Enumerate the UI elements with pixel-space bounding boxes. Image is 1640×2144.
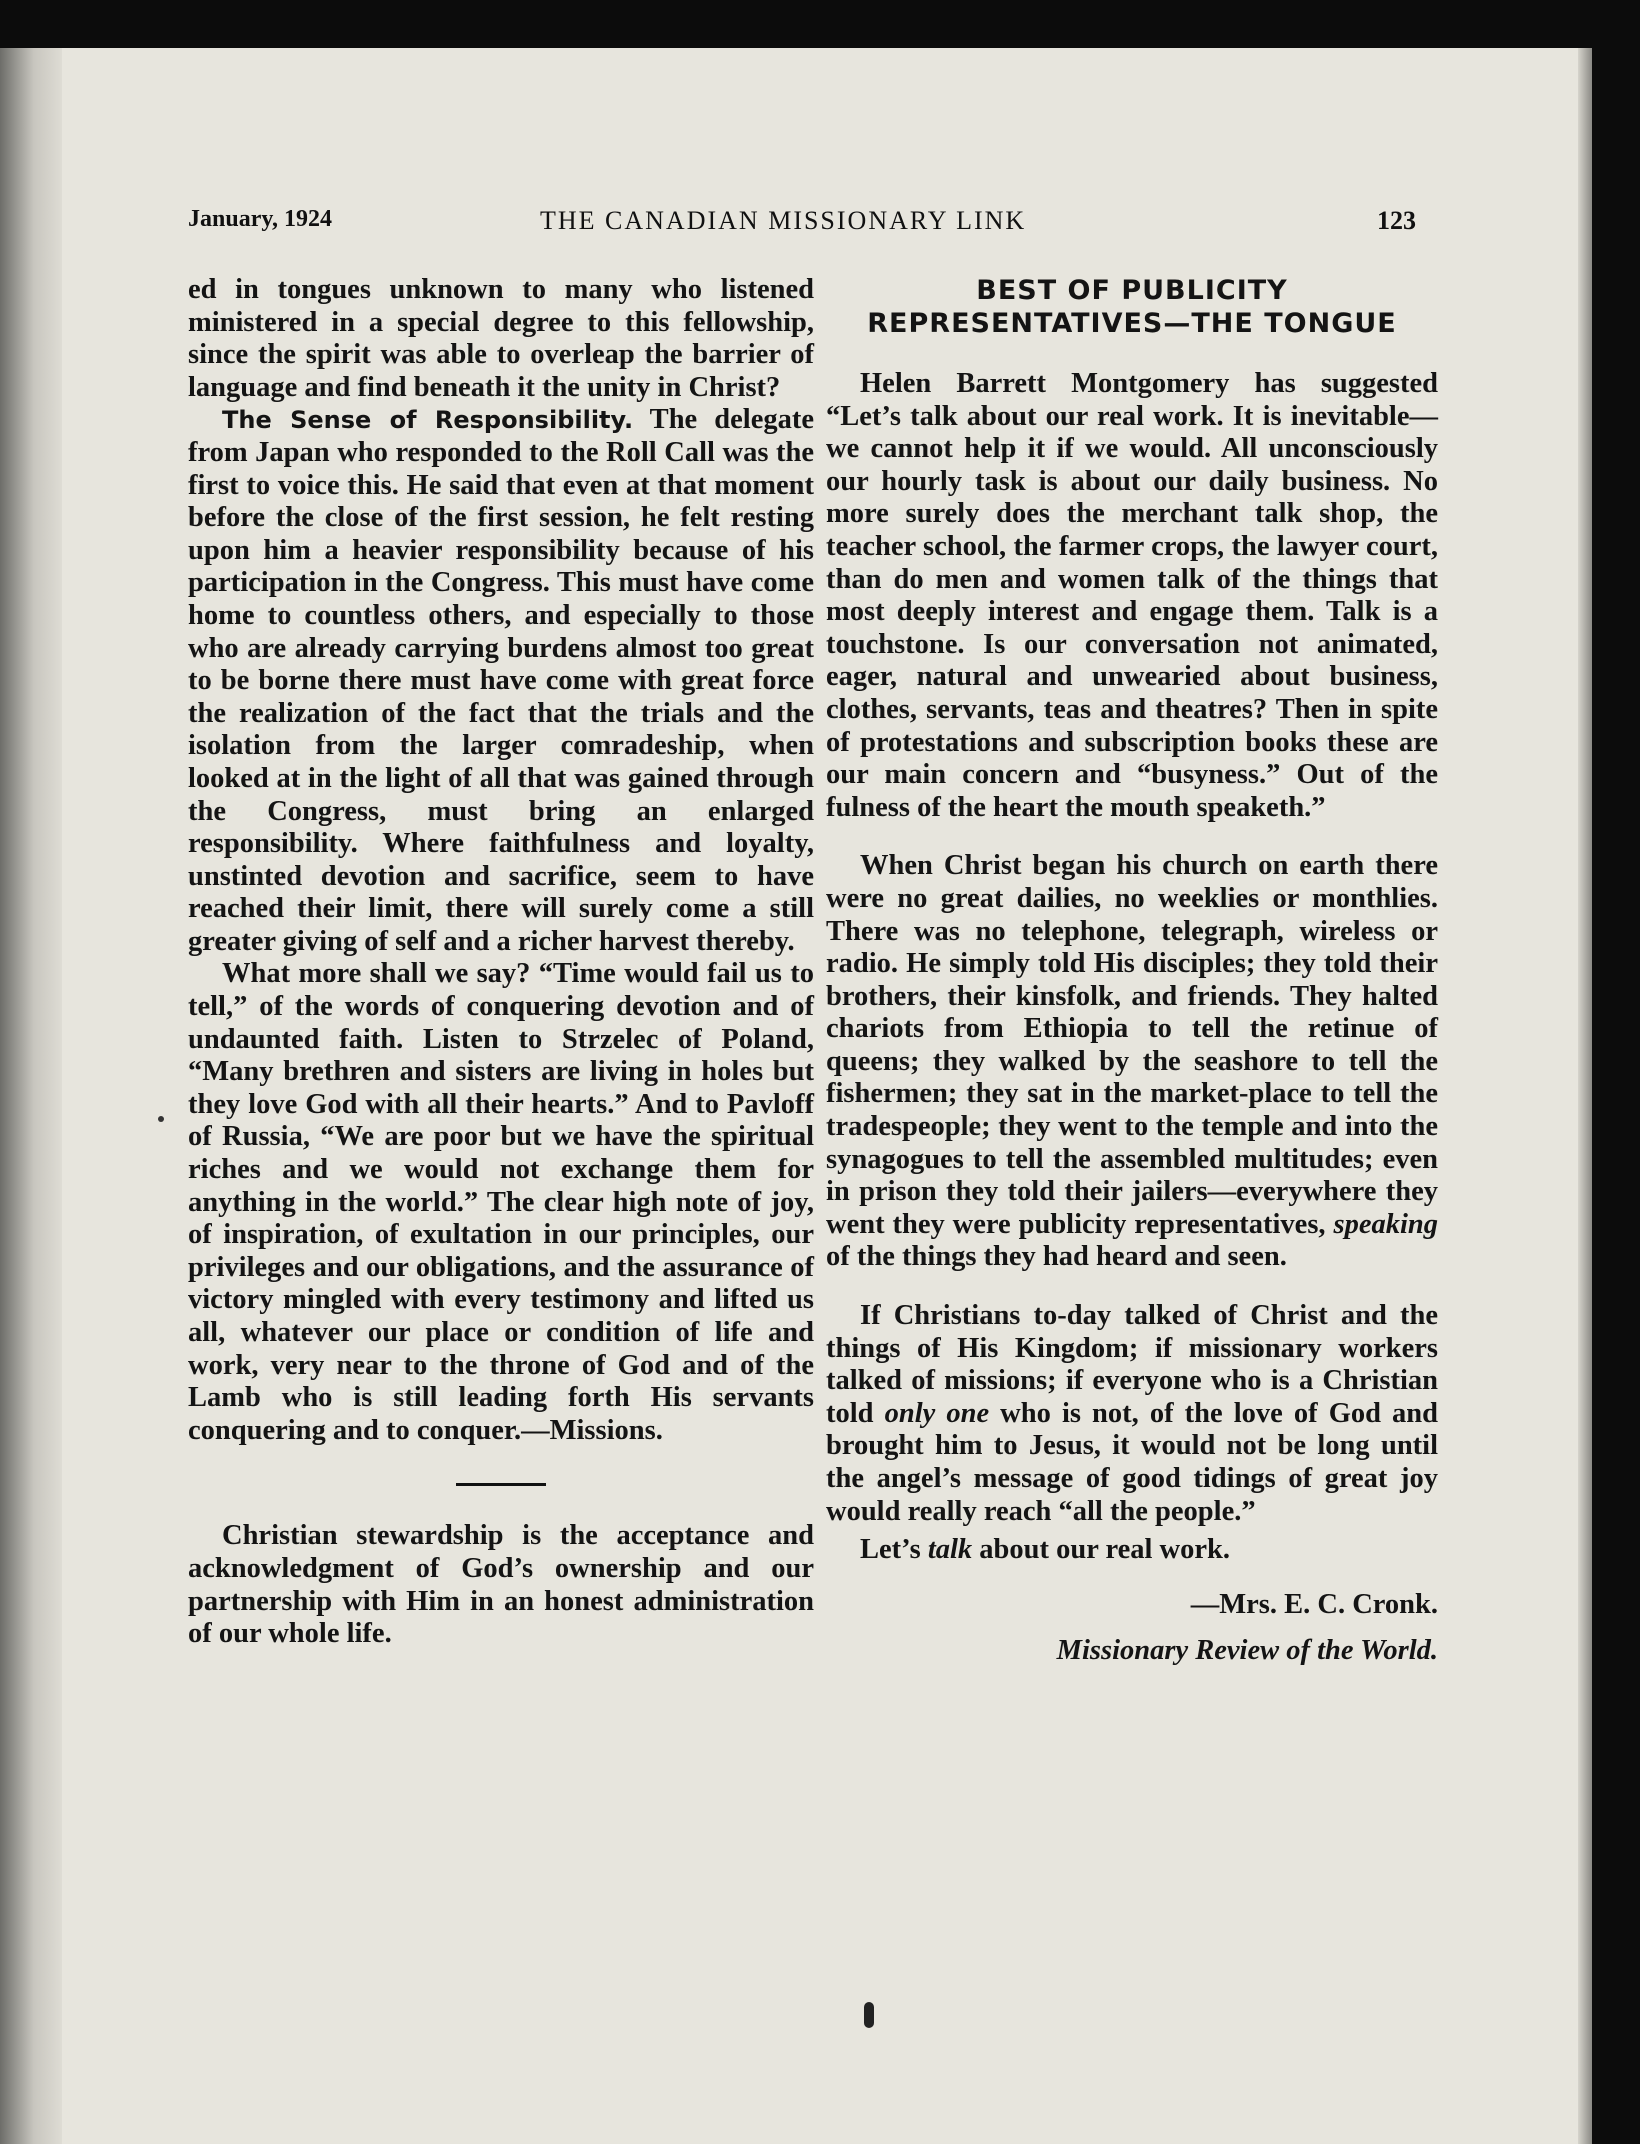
right-column: [826, 274, 1438, 1668]
magazine-page: [0, 48, 1592, 2144]
right-paragraph-3-text-a: If Christians to-day talked of Christ and the things of His Kingdom; if missionary workers talked of missions; if everyone who is a Christian told: [826, 1300, 1438, 1429]
article-title: BEST OF PUBLICITY REPRESENTATIVES—THE TONGUE: [867, 275, 1397, 339]
left-paragraph-2: [188, 404, 814, 958]
page-gutter-shadow: [0, 48, 62, 2144]
section-lead-heading: The Sense of Responsibility.: [222, 406, 634, 435]
right-paragraph-4-emphasis: talk: [927, 1534, 973, 1566]
left-paragraph-2-text: The delegate from Japan who responded to the Roll Call was the first to voice this. He said that even at that moment before the close of the first session, he felt resting upon him a heavier responsibility because of his participation in the Congress. This must have come home to countless others, and especially to those who are already carrying burdens almost too great to be borne there must have come with great force the realization of the fact that the trials and the isolation from the larger comradeship, when looked at in the light of all that was gained through the Congress, must bring an enlarged responsibility. Where faithfulness and loyalty, unstinted devotion and sacrifice, seem to have reached their limit, there will surely come a still greater giving of self and a richer harvest thereby.: [188, 404, 815, 957]
right-paragraph-2-text-b: of the things they had heard and seen.: [826, 1241, 1287, 1273]
right-paragraph-4: [826, 1534, 1438, 1567]
right-paragraph-2: [826, 850, 1438, 1274]
header-title: THE CANADIAN MISSIONARY LINK: [540, 206, 1027, 235]
left-paragraph-3: What more shall we say? “Time would fail us to tell,” of the words of conquering devotion and of undaunted faith. Listen to Strzelec of Poland, “Many brethren and sisters are living in holes but they love God with all their hearts.” And to Pavloff of Russia, “We are poor but we have the spiritual riches and we would not exchange them for anything in the world.” The clear high note of joy, of inspiration, of exultation in our principles, our privileges and our obligations, and the assurance of victory mingled with every testimony and lifted us all, whatever our place or condition of life and work, very near to the throne of God and of the Lamb who is still leading forth His servants conquering and to conquer.—Missions.: [188, 958, 814, 1446]
right-paragraph-2-text-a: When Christ began his church on earth there were no great dailies, no weeklies or monthlies. There was no telephone, telegraph, wireless or radio. He simply told His disciples; they told their brothers, their kinsfolk, and friends. They halted chariots from Ethiopia to tell the retinue of queens; they walked by the seashore to tell the fishermen; they sat in the market-place to tell the tradespeople; they went to the temple and into the synagogues to tell the assembled multitudes; even in prison they told their jailers—everywhere they went they were publicity representatives,: [826, 850, 1438, 1240]
right-paragraph-3-emphasis: only one: [884, 1397, 990, 1429]
right-paragraph-4-text-a: Let’s: [860, 1534, 928, 1566]
article-source: Missionary Review of the World.: [1056, 1635, 1438, 1667]
right-paragraph-3-text-b: who is not, of the love of God and brought him to Jesus, it would not be long until the angel’s message of good tidings of great joy would really reach “all the people.”: [826, 1397, 1438, 1527]
left-paragraph-1: ed in tongues unknown to many who listened ministered in a special degree to this fellowship, since the spirit was able to overleap the barrier of language and find beneath it the unity in Christ?: [188, 274, 814, 403]
stewardship-paragraph: Christian stewardship is the acceptance and acknowledgment of God’s ownership and our partnership with Him in an honest administration of our whole life.: [188, 1520, 814, 1650]
page-edge-shadow: [1578, 48, 1592, 2144]
right-paragraph-2-emphasis: speaking: [1333, 1208, 1438, 1240]
article-author: —Mrs. E. C. Cronk.: [1190, 1588, 1438, 1620]
right-paragraph-1: Helen Barrett Montgomery has suggested “Let’s talk about our real work. It is inevitable—we cannot help it if we would. All unconsciously our hourly task is about our daily business. No more surely does the merchant talk shop, the teacher school, the farmer crops, the lawyer court, than do men and women talk of the things that most deeply interest and engage them. Talk is a touchstone. Is our conversation not animated, eager, natural and unwearied about business, clothes, servants, teas and theatres? Then in spite of protestations and subscription books these are our main concern and “busyness.” Out of the fulness of the heart the mouth speaketh.”: [826, 368, 1438, 823]
right-paragraph-4-text-b: about our real work.: [972, 1534, 1230, 1566]
right-paragraph-3: [826, 1300, 1438, 1528]
ink-blot-mark: [864, 2002, 874, 2028]
section-divider: [456, 1483, 546, 1486]
left-column: [188, 274, 814, 1651]
margin-dot-mark: [158, 1116, 164, 1122]
header-date: January, 1924: [188, 206, 333, 232]
page-number: 123: [1377, 206, 1416, 235]
